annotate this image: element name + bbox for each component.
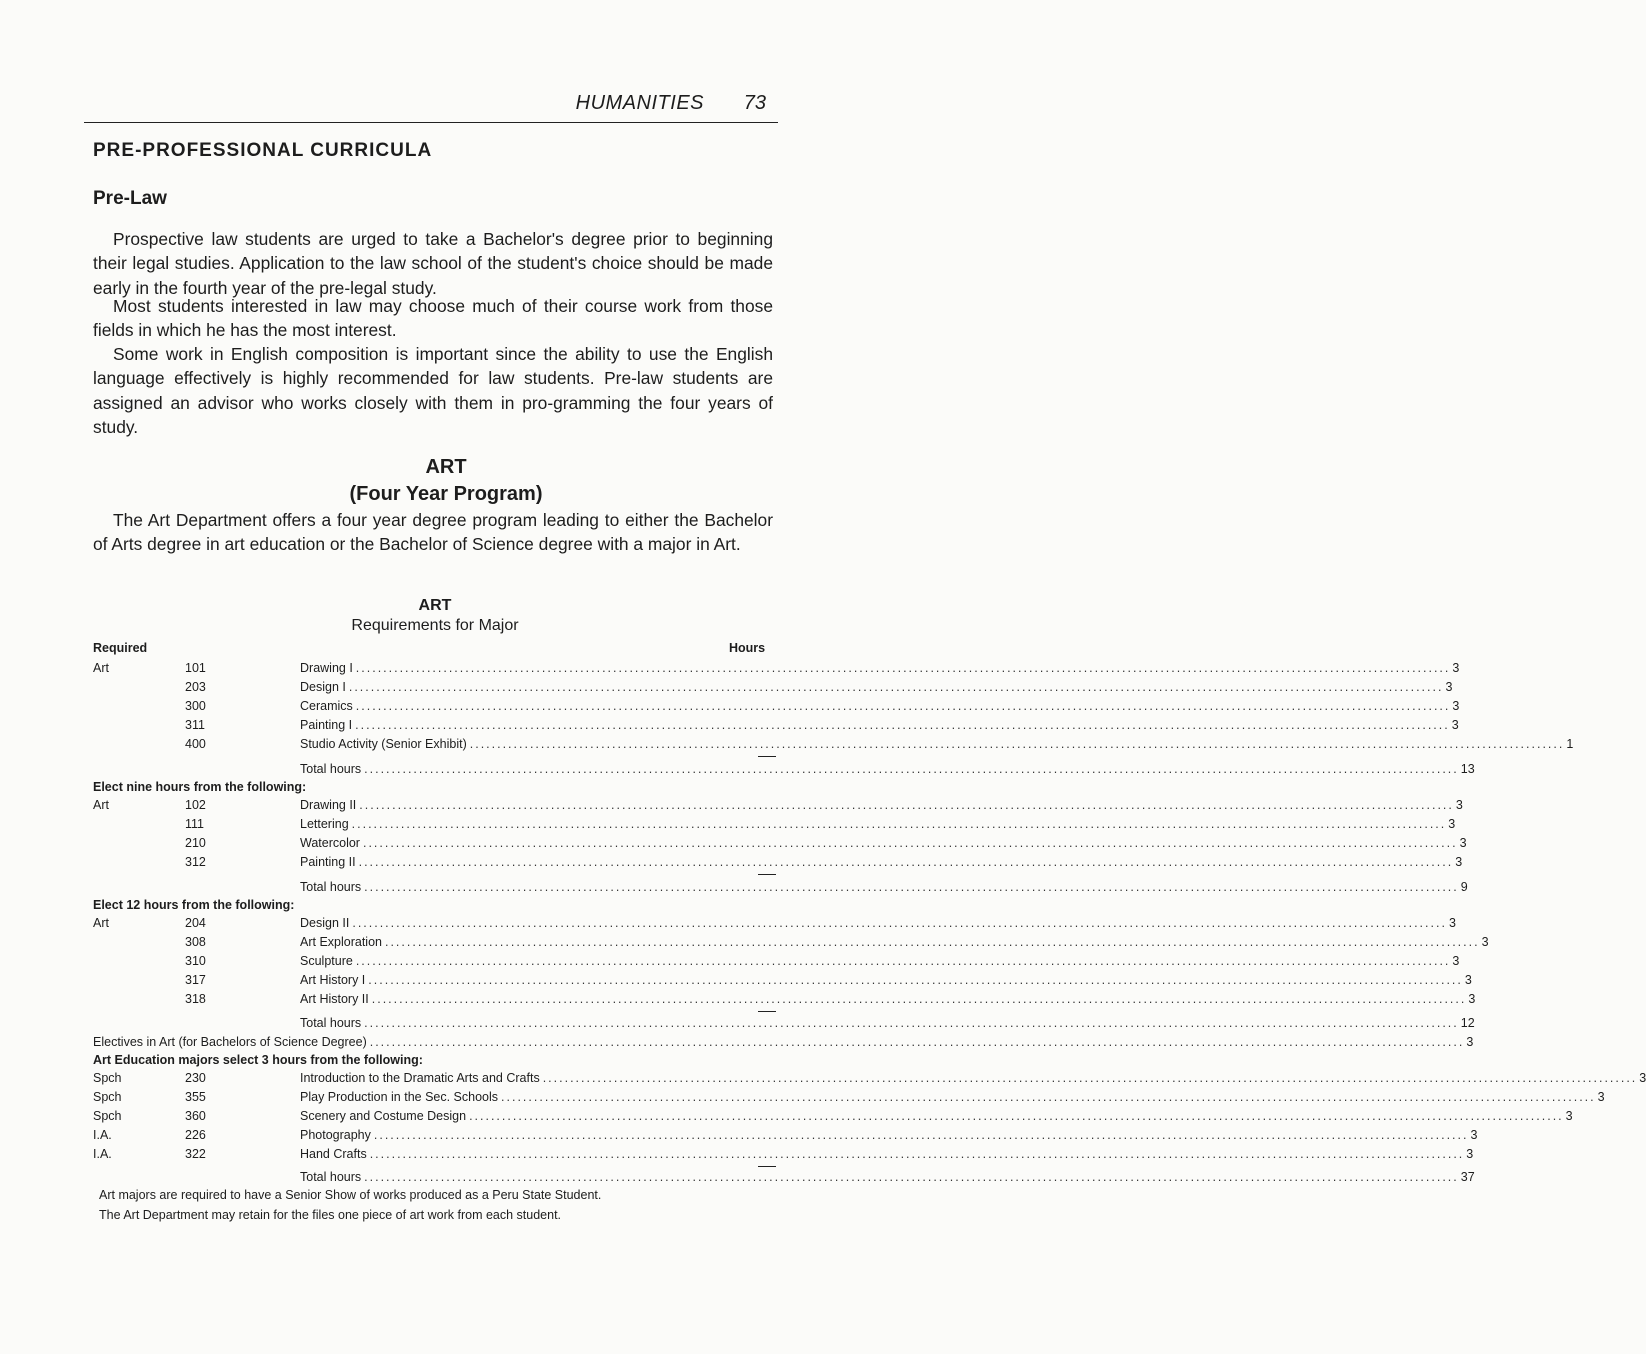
course-hours: 3 [1639, 1071, 1646, 1085]
course-row: 310 Sculpture ........................................................................................................................................................................................................ 3 [185, 954, 1460, 968]
course-number: 355 [185, 1090, 206, 1104]
course-number: 312 [185, 855, 206, 869]
course-number: 322 [185, 1147, 206, 1161]
course-row: Art 102 Drawing II ........................................................................................................................................................................................................ 3 [93, 798, 1463, 812]
art-subheading: (Four Year Program) [349, 483, 543, 505]
course-number: 360 [185, 1109, 206, 1123]
course-title: Art Exploration [300, 935, 382, 949]
course-title: Painting I [300, 718, 353, 732]
total-hours: 9 [1460, 880, 1468, 894]
course-title: Studio Activity (Senior Exhibit) [300, 737, 467, 751]
course-dept: I.A. [93, 1147, 112, 1161]
course-hours: 3 [1448, 817, 1456, 831]
course-title: Drawing II [300, 798, 357, 812]
course-title: Design I [300, 680, 346, 694]
course-hours: 3 [1470, 1128, 1478, 1142]
course-dept: Art [93, 916, 109, 930]
total-row: Total hours ........................................................................................................................................................................................................ 12 [300, 1016, 1475, 1030]
course-title: Hand Crafts [300, 1147, 367, 1161]
course-title: Design II [300, 916, 350, 930]
course-dept: Art [93, 661, 109, 675]
course-number: 300 [185, 699, 206, 713]
total-row: Total hours ........................................................................................................................................................................................................ 37 [300, 1170, 1475, 1184]
course-dept: Spch [93, 1071, 122, 1085]
course-dept: Spch [93, 1109, 122, 1123]
course-hours: 3 [1464, 973, 1472, 987]
art-intro-paragraph: The Art Department offers a four year degree program leading to either the Bachelor of Arts degree in art education or the Bachelor of Science degree with a major in Art. [93, 510, 773, 555]
course-number: 317 [185, 973, 206, 987]
total-hours: 37 [1460, 1170, 1475, 1184]
subtotal-rule [758, 1166, 776, 1167]
subtotal-rule [758, 874, 776, 875]
prelaw-paragraph-2: Most students interested in law may choose much of their course work from those fields in which he has the most interest. [93, 296, 773, 341]
course-row: 311 Painting I ........................................................................................................................................................................................................ 3 [185, 718, 1459, 732]
table-subtitle: Requirements for Major [351, 617, 519, 634]
total-hours: 13 [1460, 762, 1475, 776]
course-dept: I.A. [93, 1128, 112, 1142]
course-title: Introduction to the Dramatic Arts and Crafts [300, 1071, 540, 1085]
course-number: 318 [185, 992, 206, 1006]
running-header [84, 92, 778, 123]
subtotal-rule [758, 756, 776, 757]
course-number: 101 [185, 661, 206, 675]
course-number: 111 [185, 817, 205, 831]
course-row: Art 204 Design II ........................................................................................................................................................................................................ 3 [93, 916, 1456, 930]
course-dept: Art [93, 798, 109, 812]
total-row: Total hours ........................................................................................................................................................................................................ 13 [300, 762, 1475, 776]
course-number: 210 [185, 836, 206, 850]
course-row: 210 Watercolor ........................................................................................................................................................................................................ 3 [185, 836, 1467, 850]
prelaw-paragraph-3: Some work in English composition is important since the ability to use the English language effectively is highly recommended for law students. Pre-law students are assigned an advisor who works closely with them in pro-gramming the four years of study. [93, 344, 773, 438]
total-label: Total hours [300, 1016, 362, 1030]
course-row: 308 Art Exploration ........................................................................................................................................................................................................ 3 [185, 935, 1489, 949]
note-art-retention: The Art Department may retain for the files one piece of art work from each student. [99, 1208, 562, 1222]
prelaw-heading: Pre-Law [93, 188, 167, 209]
course-title: Play Production in the Sec. Schools [300, 1090, 499, 1104]
course-title: Lettering [300, 817, 349, 831]
course-number: 311 [185, 718, 205, 732]
course-row: 312 Painting II ........................................................................................................................................................................................................ 3 [185, 855, 1463, 869]
total-label: Total hours [300, 762, 362, 776]
course-hours: 3 [1448, 916, 1456, 930]
elect-twelve-label: Elect 12 hours from the following: [93, 898, 295, 912]
course-number: 230 [185, 1071, 206, 1085]
course-number: 204 [185, 916, 206, 930]
course-hours: 3 [1445, 680, 1453, 694]
course-title: Painting II [300, 855, 356, 869]
course-row: Spch 360 Scenery and Costume Design ........................................................................................................................................................................................................ 3 [93, 1109, 1573, 1123]
course-title: Ceramics [300, 699, 353, 713]
course-title: Photography [300, 1128, 371, 1142]
course-hours: 3 [1565, 1109, 1573, 1123]
total-hours: 12 [1460, 1016, 1475, 1030]
total-label: Total hours [300, 1170, 362, 1184]
course-hours: 3 [1451, 718, 1459, 732]
course-title: Sculpture [300, 954, 353, 968]
course-hours: 3 [1452, 699, 1460, 713]
course-title: Scenery and Costume Design [300, 1109, 467, 1123]
course-hours: 3 [1466, 1147, 1474, 1161]
page-number: 73 [743, 92, 766, 114]
running-header-section: HUMANITIES [575, 92, 704, 114]
table-title: ART [418, 597, 452, 614]
course-hours: 3 [1452, 661, 1460, 675]
course-number: 310 [185, 954, 206, 968]
art-heading: ART [425, 456, 467, 478]
course-row: 203 Design I ........................................................................................................................................................................................................ 3 [185, 680, 1453, 694]
course-hours: 3 [1481, 935, 1489, 949]
course-title: Art History II [300, 992, 369, 1006]
course-row: Spch 355 Play Production in the Sec. Schools ........................................................................................................................................................................................................ 3 [93, 1090, 1605, 1104]
course-title: Art History I [300, 973, 366, 987]
course-row: 318 Art History II ........................................................................................................................................................................................................ 3 [185, 992, 1476, 1006]
required-column-header: Required [93, 641, 148, 655]
hours-column-header: Hours [729, 641, 766, 655]
course-number: 102 [185, 798, 206, 812]
course-title: Watercolor [300, 836, 360, 850]
art-ed-label: Art Education majors select 3 hours from the following: [93, 1053, 423, 1067]
course-row: 111 Lettering ........................................................................................................................................................................................................ 3 [185, 817, 1456, 831]
elect-nine-label: Elect nine hours from the following: [93, 780, 307, 794]
course-row: 400 Studio Activity (Senior Exhibit) ........................................................................................................................................................................................................ 1 [185, 737, 1574, 751]
course-hours: 3 [1468, 992, 1476, 1006]
course-title: Electives in Art (for Bachelors of Science Degree) [93, 1035, 367, 1049]
total-label: Total hours [300, 880, 362, 894]
course-hours: 3 [1455, 855, 1463, 869]
course-number: 226 [185, 1128, 206, 1142]
course-row: I.A. 226 Photography ........................................................................................................................................................................................................ 3 [93, 1128, 1478, 1142]
note-senior-show: Art majors are required to have a Senior Show of works produced as a Peru State Student. [99, 1188, 602, 1202]
course-title: Drawing I [300, 661, 353, 675]
course-row: 300 Ceramics ........................................................................................................................................................................................................ 3 [185, 699, 1460, 713]
course-row: I.A. 322 Hand Crafts ........................................................................................................................................................................................................ 3 [93, 1147, 1474, 1161]
subtotal-rule [758, 1011, 776, 1012]
course-hours: 3 [1459, 836, 1467, 850]
total-row: Total hours ........................................................................................................................................................................................................ 9 [300, 880, 1468, 894]
course-number: 203 [185, 680, 206, 694]
course-number: 400 [185, 737, 206, 751]
course-row: Art 101 Drawing I ........................................................................................................................................................................................................ 3 [93, 661, 1460, 675]
course-hours: 1 [1566, 737, 1574, 751]
course-row: 317 Art History I ........................................................................................................................................................................................................ 3 [185, 973, 1472, 987]
course-row: Electives in Art (for Bachelors of Science Degree) ........................................................................................................................................................................................................ 3 [93, 1035, 1474, 1049]
prelaw-paragraph-1: Prospective law students are urged to take a Bachelor's degree prior to beginning their legal studies. Application to the law school of the student's choice should be made early in the fourth year of the pre-legal study. [93, 229, 773, 298]
course-hours: 3 [1597, 1090, 1605, 1104]
course-number: 308 [185, 935, 206, 949]
section-heading: PRE-PROFESSIONAL CURRICULA [93, 140, 433, 161]
course-hours: 3 [1455, 798, 1463, 812]
course-hours: 3 [1452, 954, 1460, 968]
course-row: Spch 230 Introduction to the Dramatic Arts and Crafts ........................................................................................................................................................................................................ 3 [93, 1071, 1646, 1085]
course-hours: 3 [1466, 1035, 1474, 1049]
course-dept: Spch [93, 1090, 122, 1104]
